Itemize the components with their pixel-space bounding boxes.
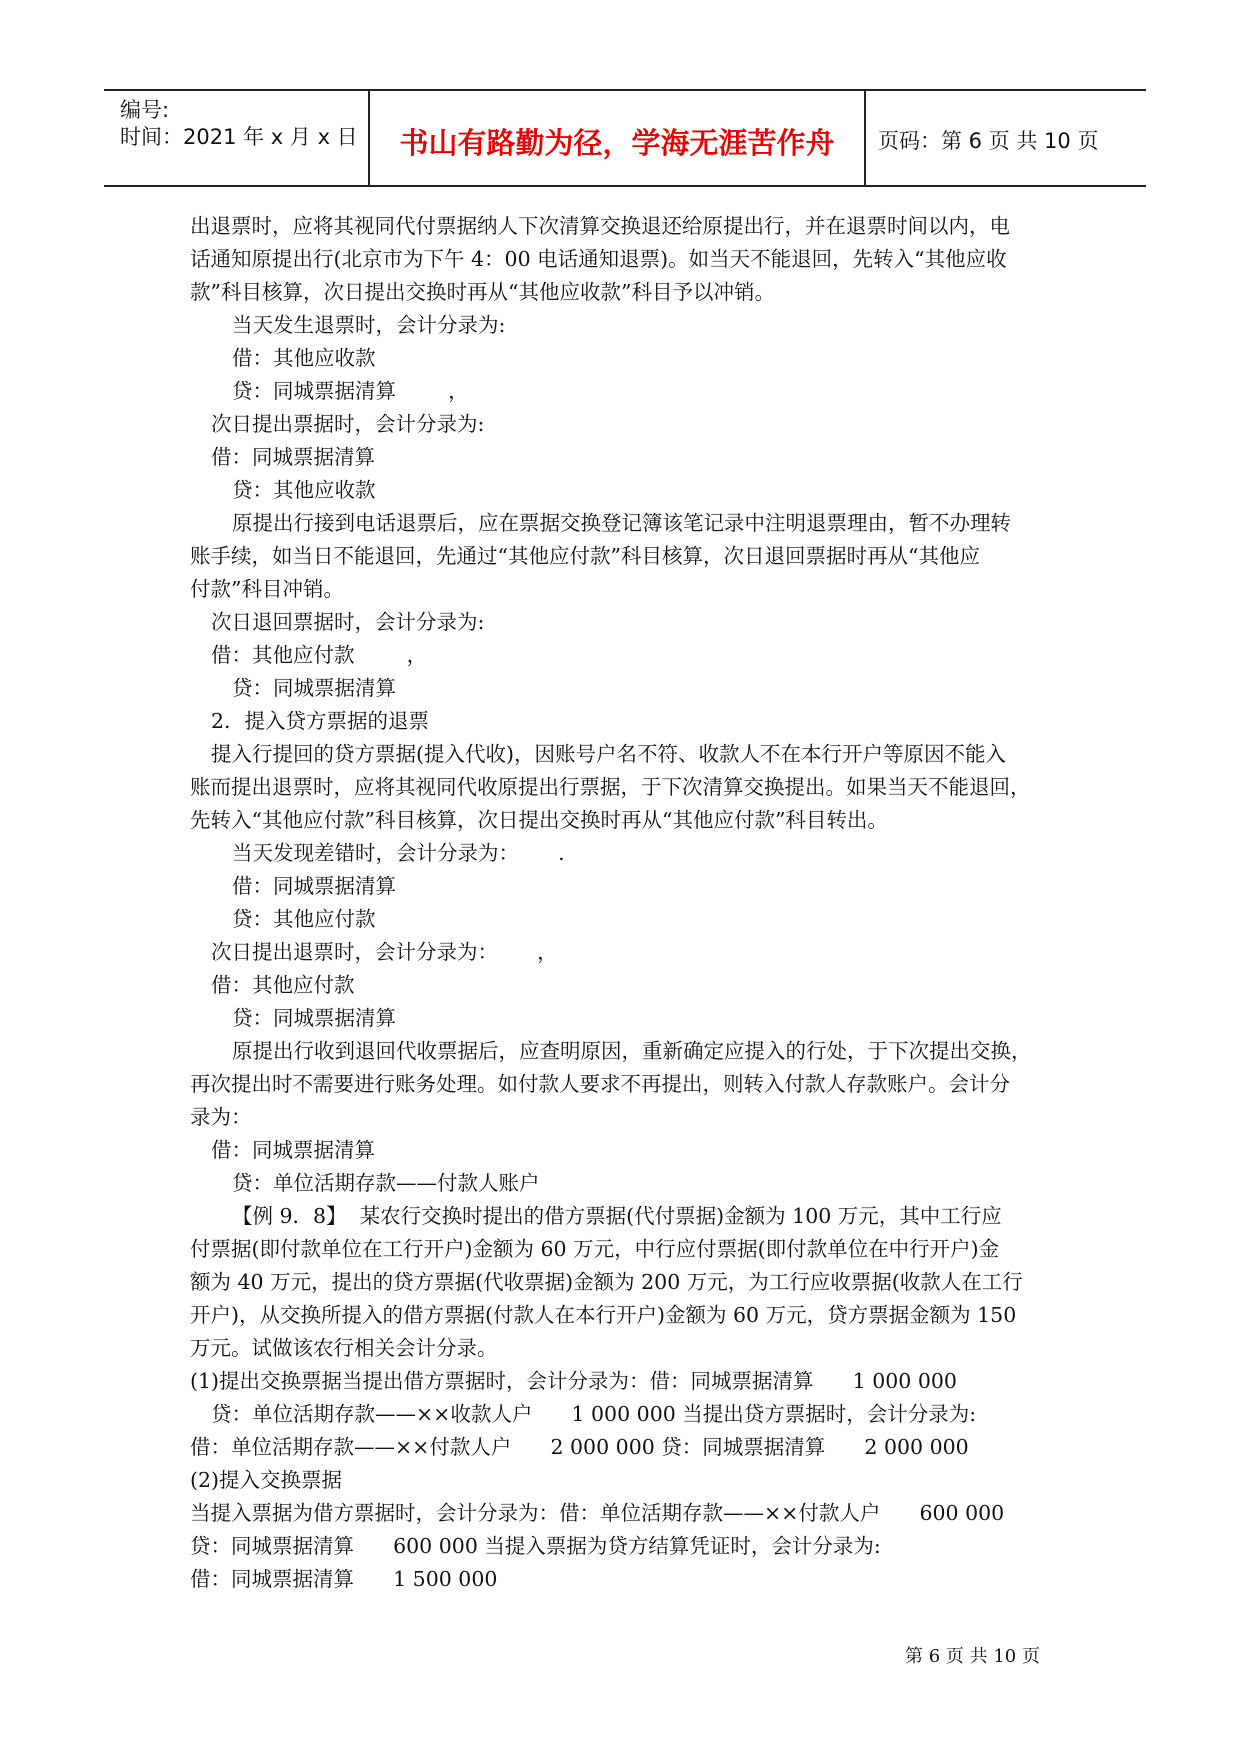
body-line: 款”科目核算，次日提出交换时再从“其他应收款”科目予以冲销。	[190, 280, 775, 304]
body-line: 先转入“其他应付款”科目核算，次日提出交换时再从“其他应付款”科目转出。	[190, 808, 888, 832]
header-left-cell	[104, 91, 370, 185]
body-line: 话通知原提出行(北京市为下午 4：00 电话通知退票)。如当天不能退回，先转入“其他应收	[190, 247, 1007, 271]
document-header	[104, 89, 1146, 187]
header-right-cell	[866, 91, 1146, 185]
body-line: 贷：单位活期存款——付款人账户	[232, 1171, 540, 1195]
body-line: 贷：同城票据清算 600 000 当提入票据为贷方结算凭证时，会计分录为:	[190, 1534, 881, 1558]
body-line: 次日提出退票时，会计分录为： ，	[211, 940, 558, 964]
body-line: 当提入票据为借方票据时，会计分录为：借：单位活期存款——××付款人户 600 000	[190, 1501, 1005, 1525]
body-line: 贷：同城票据清算 ，	[232, 379, 469, 403]
body-line: 借：单位活期存款——××付款人户 2 000 000 贷：同城票据清算 2 000 000	[190, 1435, 969, 1459]
body-line: 借：同城票据清算	[211, 1138, 375, 1162]
body-line: 次日退回票据时，会计分录为:	[211, 610, 485, 634]
document-time-label: 时间：2021 年 x 月 x 日	[120, 125, 358, 149]
body-line: 账手续，如当日不能退回，先通过“其他应付款”科目核算，次日退回票据时再从“其他应	[190, 544, 980, 568]
body-line: 借：其他应付款	[211, 973, 355, 997]
header-middle-cell	[370, 91, 866, 185]
body-line: 贷：同城票据清算	[232, 1006, 396, 1030]
document-number-label: 编号:	[120, 98, 170, 122]
body-line: 贷：其他应付款	[232, 907, 376, 931]
page-footer: 第 6 页 共 10 页	[905, 1646, 1040, 1667]
body-line: 出退票时，应将其视同代付票据纳人下次清算交换退还给原提出行，并在退票时间以内，电	[190, 214, 1010, 238]
body-line: 借：同城票据清算	[211, 445, 375, 469]
body-line: 借：其他应收款	[232, 346, 376, 370]
body-line: 开户)，从交换所提入的借方票据(付款人在本行开户)金额为 60 万元，贷方票据金额为 150	[190, 1303, 1017, 1327]
body-line: 录为：	[190, 1105, 252, 1129]
body-line: 当天发生退票时，会计分录为:	[232, 313, 506, 337]
body-line: 原提出行收到退回代收票据后，应查明原因，重新确定应提入的行处，于下次提出交换，	[232, 1039, 1032, 1063]
body-line: 借：同城票据清算	[232, 874, 396, 898]
body-line: 付票据(即付款单位在工行开户)金额为 60 万元，中行应付票据(即付款单位在中行开户)金	[190, 1237, 1000, 1261]
body-line: 借：同城票据清算 1 500 000	[190, 1567, 498, 1591]
body-line: 提入行提回的贷方票据(提入代收)，因账号户名不符、收款人不在本行开户等原因不能入	[211, 742, 1006, 766]
body-line: 额为 40 万元，提出的贷方票据(代收票据)金额为 200 万元，为工行应收票据(收款人在工行	[190, 1270, 1023, 1294]
header-motto: 书山有路勤为径，学海无涯苦作舟	[399, 126, 835, 160]
body-line: (1)提出交换票据当提出借方票据时，会计分录为：借：同城票据清算 1 000 000	[190, 1369, 957, 1393]
body-line: 贷：单位活期存款——××收款人户 1 000 000 当提出贷方票据时，会计分录为:	[211, 1402, 977, 1426]
body-line: 贷：其他应收款	[232, 478, 376, 502]
body-line: 原提出行接到电话退票后，应在票据交换登记簿该笔记录中注明退票理由，暂不办理转	[232, 511, 1011, 535]
body-line: 付款”科目冲销。	[190, 577, 344, 601]
body-line: 【例 9．8】 某农行交换时提出的借方票据(代付票据)金额为 100 万元，其中工行应	[232, 1204, 1002, 1228]
body-line: 万元。试做该农行相关会计分录。	[190, 1336, 498, 1360]
header-page-info: 页码：第 6 页 共 10 页	[878, 129, 1099, 153]
body-line: 2．提入贷方票据的退票	[211, 709, 430, 733]
body-line: 当天发现差错时，会计分录为： .	[232, 841, 565, 865]
body-line: (2)提入交换票据	[190, 1468, 343, 1492]
body-line: 账而提出退票时，应将其视同代收原提出行票据，于下次清算交换提出。如果当天不能退回，	[190, 775, 1031, 799]
body-line: 次日提出票据时，会计分录为:	[211, 412, 485, 436]
body-line: 贷：同城票据清算	[232, 676, 396, 700]
body-line: 再次提出时不需要进行账务处理。如付款人要求不再提出，则转入付款人存款账户。会计分	[190, 1072, 1010, 1096]
body-line: 借：其他应付款 ，	[211, 643, 428, 667]
